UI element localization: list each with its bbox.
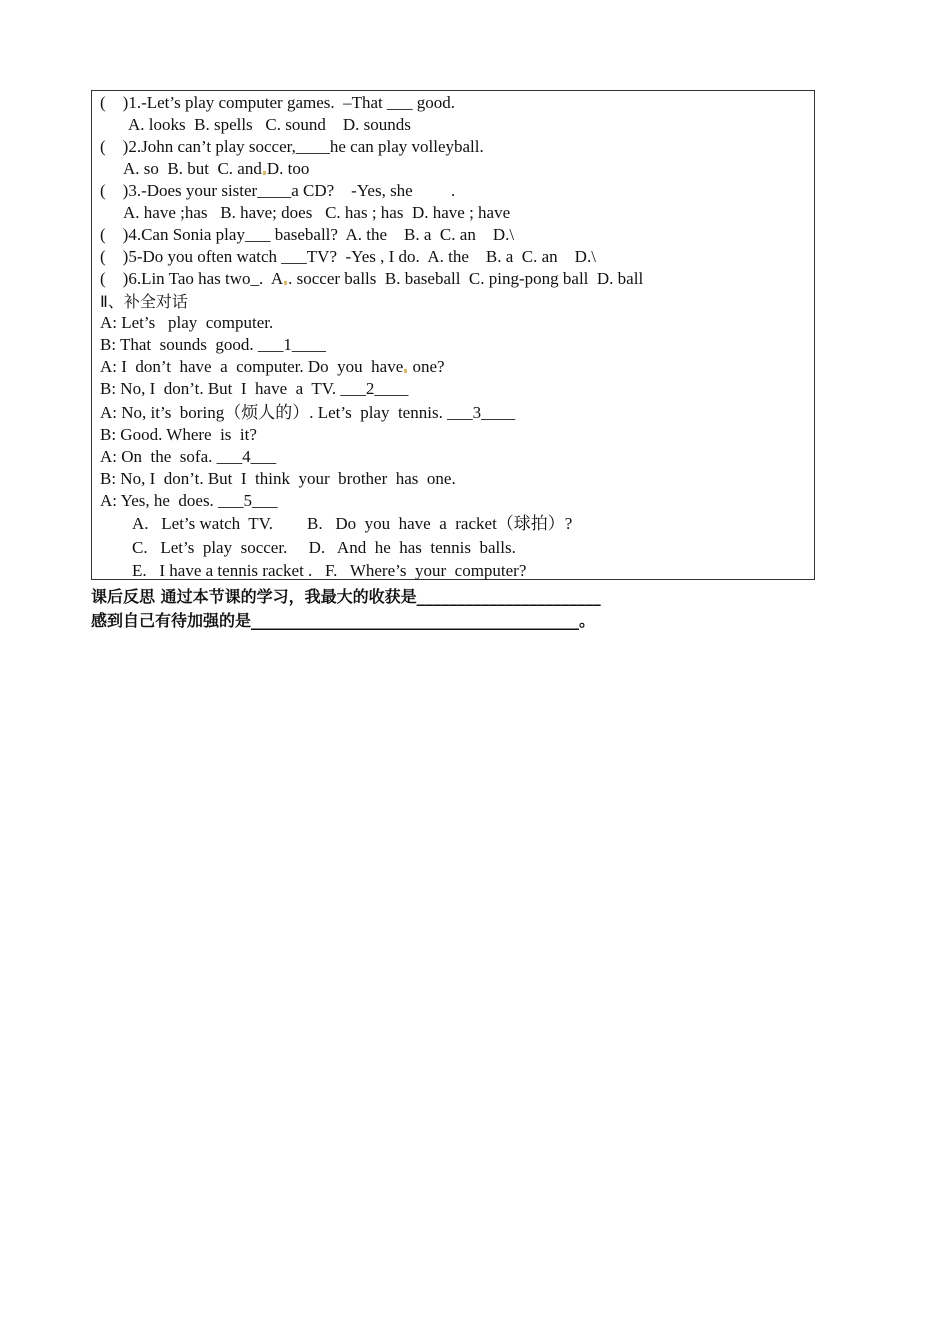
dialogue-line-3-part-a: A: I don’t have a computer. Do you have xyxy=(100,357,404,376)
question-6-part-a: ( )6.Lin Tao has two_. A xyxy=(100,269,284,288)
question-5: ( )5-Do you often watch ___TV? -Yes , I do. A. the B. a C. an D.\ xyxy=(100,247,596,266)
section-2-heading: Ⅱ、补全对话 xyxy=(100,292,188,311)
question-4: ( )4.Can Sonia play___ baseball? A. the B. a C. an D.\ xyxy=(100,225,515,244)
question-6-part-b: . soccer balls B. baseball C. ping-pong ball D. ball xyxy=(288,269,644,288)
mark-dot xyxy=(404,369,407,373)
dialogue-line-7: A: On the sofa. ___4___ xyxy=(100,447,277,466)
dialogue-line-3-part-b: one? xyxy=(408,357,445,376)
improvement-line: 感到自己有待加强的是_________________________________________。 xyxy=(91,611,596,630)
question-2-options-part-b: D. too xyxy=(266,159,310,178)
question-6 xyxy=(100,268,643,290)
question-2-options xyxy=(123,158,309,180)
dialogue-options-row-1: A. Let’s watch TV. B. Do you have a racket（球拍）? xyxy=(132,514,573,533)
dialogue-line-8: B: No, I don’t. But I think your brother has one. xyxy=(100,469,456,488)
question-3: ( )3.-Does your sister____a CD? -Yes, she . xyxy=(100,181,456,200)
question-2-options-part-a: A. so B. but C. and xyxy=(123,159,262,178)
mark-dot xyxy=(263,171,266,175)
dialogue-line-9: A: Yes, he does. ___5___ xyxy=(100,491,278,510)
dialogue-options-row-2: C. Let’s play soccer. D. And he has tennis balls. xyxy=(132,538,516,557)
question-3-options: A. have ;has B. have; does C. has ; has D. have ; have xyxy=(123,203,511,222)
dialogue-line-1: A: Let’s play computer. xyxy=(100,313,274,332)
question-1-options: A. looks B. spells C. sound D. sounds xyxy=(128,115,411,134)
dialogue-options-row-3: E. I have a tennis racket . F. Where’s your computer? xyxy=(132,561,527,580)
dialogue-line-6: B: Good. Where is it? xyxy=(100,425,257,444)
question-1: ( )1.-Let’s play computer games. –That ___ good. xyxy=(100,93,456,112)
dialogue-line-4: B: No, I don’t. But I have a TV. ___2____ xyxy=(100,379,409,398)
dialogue-line-3 xyxy=(100,356,445,378)
reflection-line: 课后反思 通过本节课的学习，我最大的收获是_______________________ xyxy=(91,587,601,606)
dialogue-line-2: B: That sounds good. ___1____ xyxy=(100,335,326,354)
dialogue-line-5: A: No, it’s boring（烦人的）. Let’s play tennis. ___3____ xyxy=(100,403,516,422)
question-2: ( )2.John can’t play soccer,____he can play volleyball. xyxy=(100,137,484,156)
mark-dot xyxy=(284,281,287,285)
